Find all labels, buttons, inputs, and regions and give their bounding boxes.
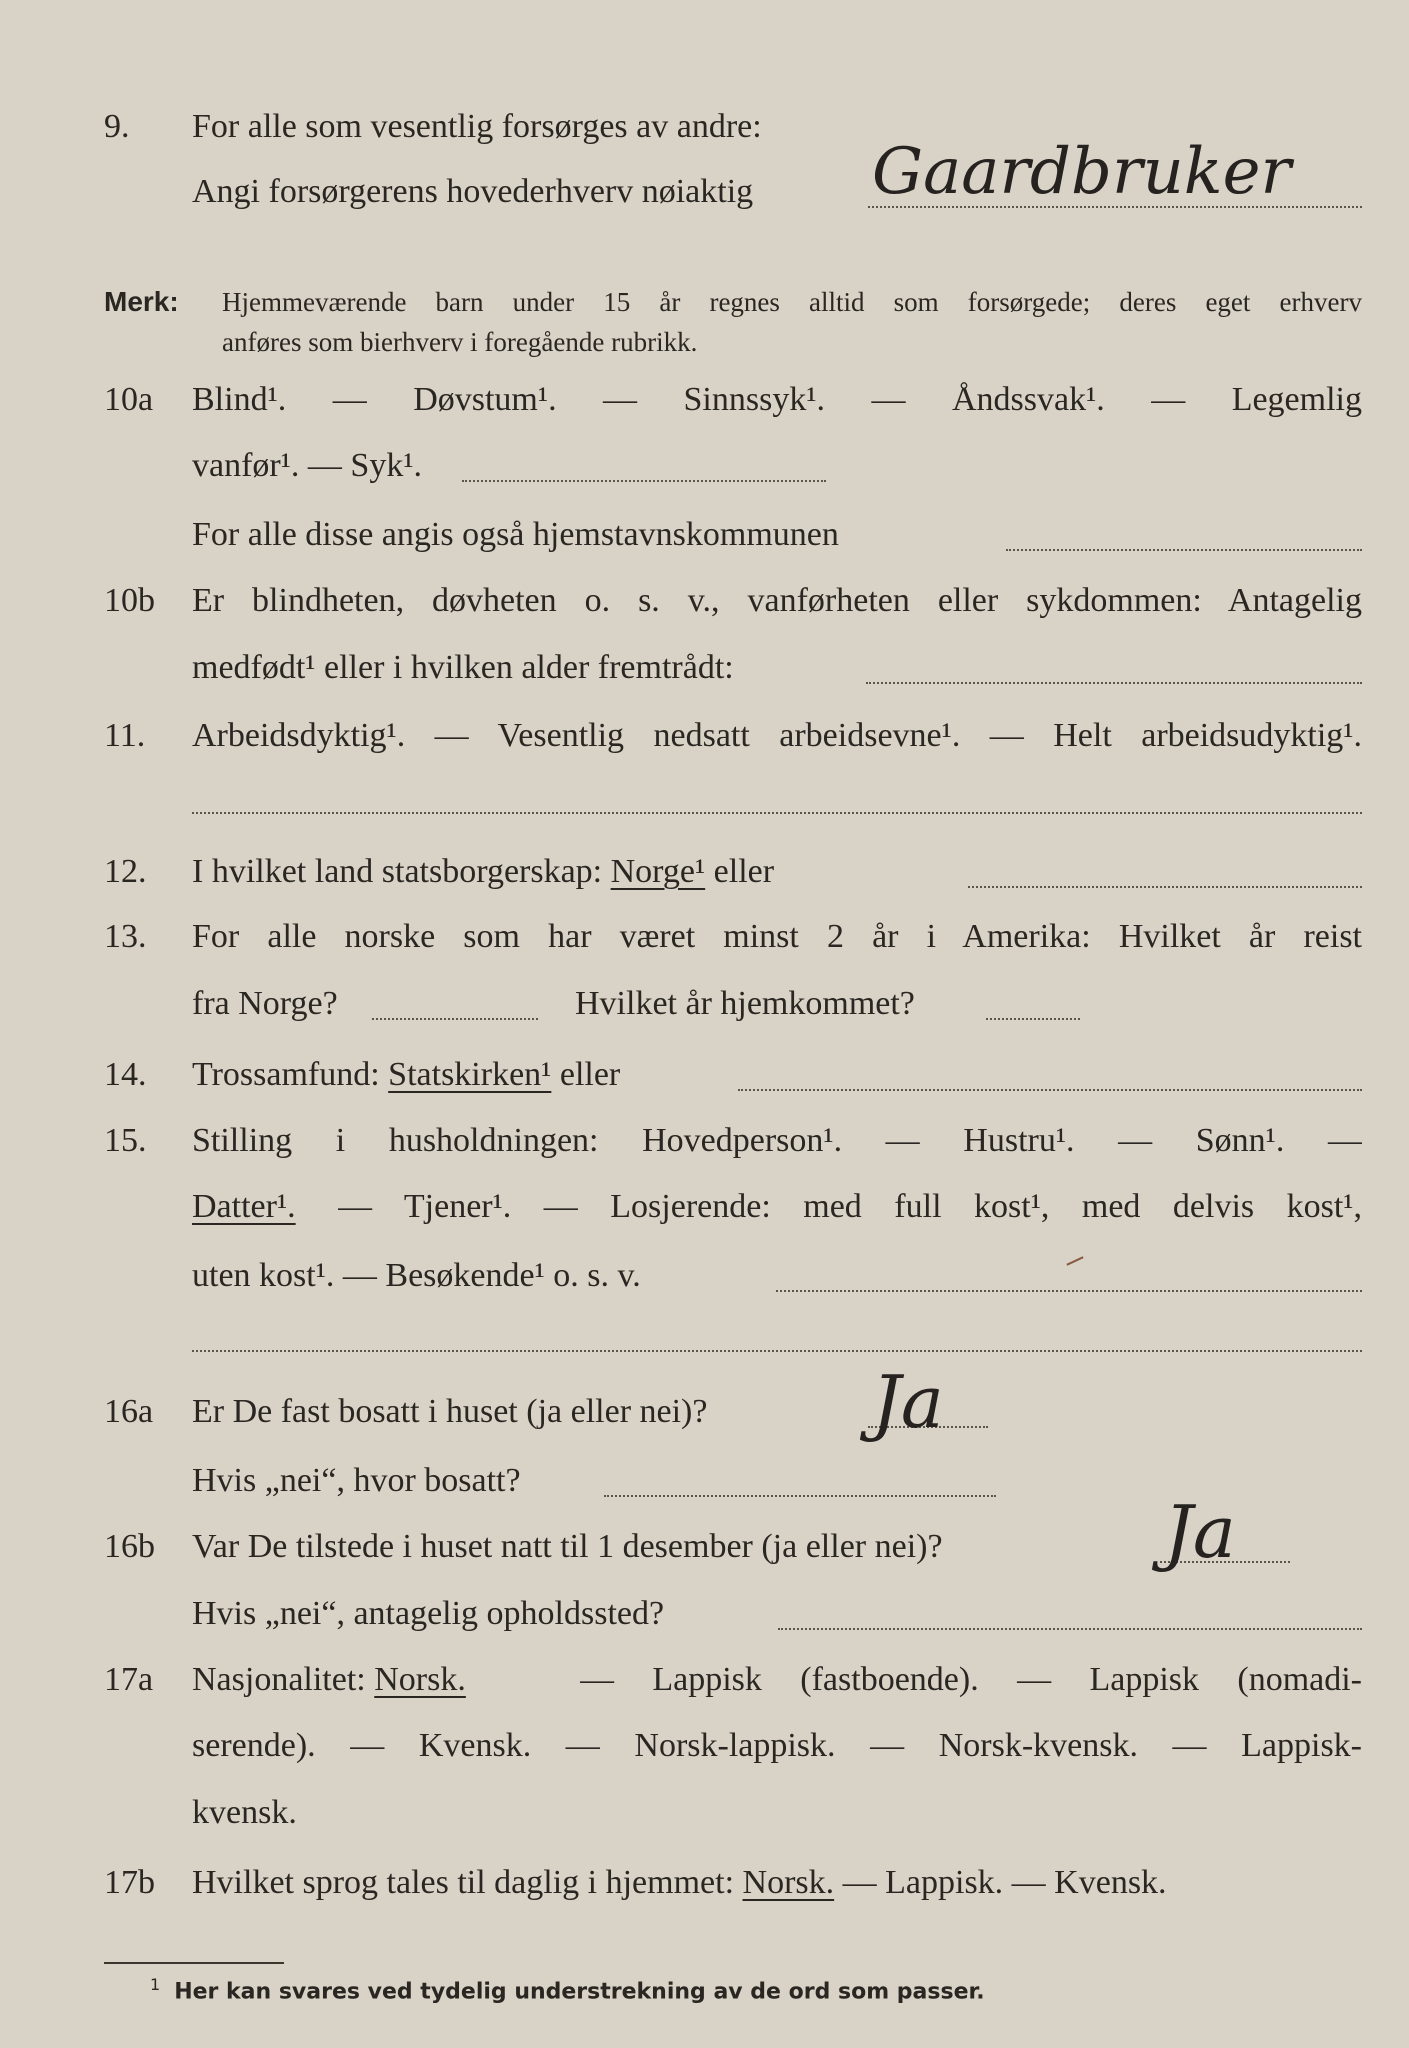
q13-departure-line	[372, 1018, 538, 1020]
q12-prefix: I hvilket land statsborgerskap:	[192, 853, 603, 890]
q12-question	[192, 842, 774, 902]
q16a-question-line2: Hvis „nei“, hvor bosatt?	[192, 1462, 521, 1499]
q15-line2	[192, 1177, 296, 1237]
q16b-location-line	[778, 1628, 1362, 1630]
q11-row	[0, 706, 1409, 766]
q15-row-2	[0, 1177, 1409, 1237]
q14-prefix: Trossamfund:	[192, 1056, 380, 1093]
footnote	[150, 1968, 985, 2009]
q15-number: 15.	[104, 1122, 147, 1159]
merk-note-line1: Hjemmeværende barn under 15 år regnes alltid som forsørgede; deres eget erhverv	[222, 287, 1362, 317]
q10a-number: 10a	[104, 381, 154, 418]
q14-number: 14.	[104, 1056, 147, 1093]
q9-question: For alle som vesentlig forsørges av andre:	[192, 108, 762, 145]
q15-line2-rest: — Tjener¹. — Losjerende: med full kost¹, med delvis kost¹,	[338, 1188, 1362, 1225]
merk-label: Merk:	[104, 286, 179, 317]
q17b-question	[192, 1853, 1167, 1913]
q16b-handwritten-answer: Ja	[1164, 1490, 1236, 1574]
q12-row	[0, 842, 1409, 902]
q16b-question: Var De tilstede i huset natt til 1 desember (ja eller nei)?	[192, 1528, 943, 1565]
q10a-row-3	[0, 505, 1409, 565]
q10a-question-line3: For alle disse angis også hjemstavnskommunen	[192, 516, 839, 553]
q11-number: 11.	[104, 717, 146, 754]
q10b-number: 10b	[104, 582, 155, 619]
q13-question: For alle norske som har været minst 2 år i Amerika: Hvilket år reist	[192, 918, 1362, 955]
q16b-number: 16b	[104, 1528, 155, 1565]
q9-handwritten-answer: Gaardbruker	[872, 135, 1292, 209]
q10a-municipality-line	[1006, 549, 1362, 551]
q10a-question: Blind¹. — Døvstum¹. — Sinnssyk¹. — Åndssvak¹. — Legemlig	[192, 381, 1362, 418]
merk-note	[222, 282, 1362, 362]
q17a-line1-rest: — Lappisk (fastboende). — Lappisk (nomadi-	[580, 1661, 1362, 1698]
q17b-suffix: — Lappisk. — Kvensk.	[842, 1864, 1167, 1901]
q12-norge-underlined: Norge¹	[610, 853, 706, 890]
q17b-row	[0, 1853, 1409, 1913]
q13-number: 13.	[104, 918, 147, 955]
q15-extra-line	[192, 1350, 1362, 1352]
q17a-number: 17a	[104, 1661, 154, 1698]
q15-answer-line	[776, 1290, 1362, 1292]
q17a-norsk-underlined: Norsk.	[374, 1661, 466, 1698]
q13-row-1	[0, 907, 1409, 967]
q14-question	[192, 1045, 620, 1105]
q13-part-b: Hvilket år hjemkommet?	[575, 985, 915, 1022]
q12-number: 12.	[104, 853, 147, 890]
q14-suffix: eller	[559, 1056, 621, 1093]
q14-row	[0, 1045, 1409, 1105]
q10a-row-2	[0, 436, 1409, 496]
q16a-number: 16a	[104, 1393, 154, 1430]
q10b-answer-line	[866, 682, 1362, 684]
q10a-answer-line	[462, 480, 826, 482]
q10a-question-line2: vanfør¹. — Syk¹.	[192, 447, 423, 484]
q15-row-1	[0, 1111, 1409, 1171]
q14-statskirken-underlined: Statskirken¹	[388, 1056, 552, 1093]
q16b-question-line2: Hvis „nei“, antagelig opholdssted?	[192, 1595, 665, 1632]
q10a-row-1	[0, 370, 1409, 430]
q11-answer-line	[192, 812, 1362, 814]
q16a-residence-line	[604, 1495, 996, 1497]
q17b-number: 17b	[104, 1864, 155, 1901]
q16a-question: Er De fast bosatt i huset (ja eller nei)?	[192, 1393, 708, 1430]
q17a-row-2	[0, 1716, 1409, 1776]
q14-answer-line	[738, 1089, 1362, 1091]
q17a-line3: kvensk.	[192, 1794, 297, 1831]
footnote-mark: 1	[150, 1975, 161, 1994]
q10b-question: Er blindheten, døvheten o. s. v., vanførheten eller sykdommen: Antagelig	[192, 582, 1362, 619]
q10b-question-line2: medfødt¹ eller i hvilken alder fremtrådt:	[192, 649, 734, 686]
footnote-text: Her kan svares ved tydelig understrekning av de ord som passer.	[174, 1979, 985, 2005]
q15-line3: uten kost¹. — Besøkende¹ o. s. v.	[192, 1257, 641, 1294]
q17a-line2: serende). — Kvensk. — Norsk-lappisk. — Norsk-kvensk. — Lappisk-	[192, 1727, 1362, 1764]
q13-return-line	[986, 1018, 1080, 1020]
q15-question: Stilling i husholdningen: Hovedperson¹. — Hustru¹. — Sønn¹. —	[192, 1122, 1362, 1159]
footnote-rule	[104, 1962, 284, 1964]
q17b-norsk-underlined: Norsk.	[742, 1864, 835, 1901]
q17a-label: Nasjonalitet:	[192, 1661, 366, 1698]
q13-row-2	[0, 974, 1409, 1034]
q15-row-3	[0, 1246, 1409, 1306]
q17b-prefix: Hvilket sprog tales til daglig i hjemmet:	[192, 1864, 735, 1901]
q17a-row-1	[0, 1650, 1409, 1710]
q12-answer-line	[968, 886, 1362, 888]
q16b-row-2	[0, 1584, 1409, 1644]
q17a-row-3	[0, 1783, 1409, 1843]
q17a-label-wrap	[192, 1650, 466, 1710]
q15-datter-underlined: Datter¹.	[192, 1188, 296, 1225]
q11-question: Arbeidsdyktig¹. — Vesentlig nedsatt arbeidsevne¹. — Helt arbeidsudyktig¹.	[192, 717, 1362, 754]
q10b-row-1	[0, 571, 1409, 631]
q9-number: 9.	[104, 108, 130, 145]
merk-note-line2: anføres som bierhverv i foregående rubrikk.	[222, 327, 698, 357]
q16a-row-1	[0, 1382, 1409, 1442]
q16a-handwritten-answer: Ja	[872, 1360, 944, 1444]
q9-question-line2: Angi forsørgerens hovederhverv nøiaktig	[192, 173, 754, 210]
q13-part-a: fra Norge?	[192, 985, 338, 1022]
q10b-row-2	[0, 638, 1409, 698]
q12-suffix: eller	[713, 853, 775, 890]
